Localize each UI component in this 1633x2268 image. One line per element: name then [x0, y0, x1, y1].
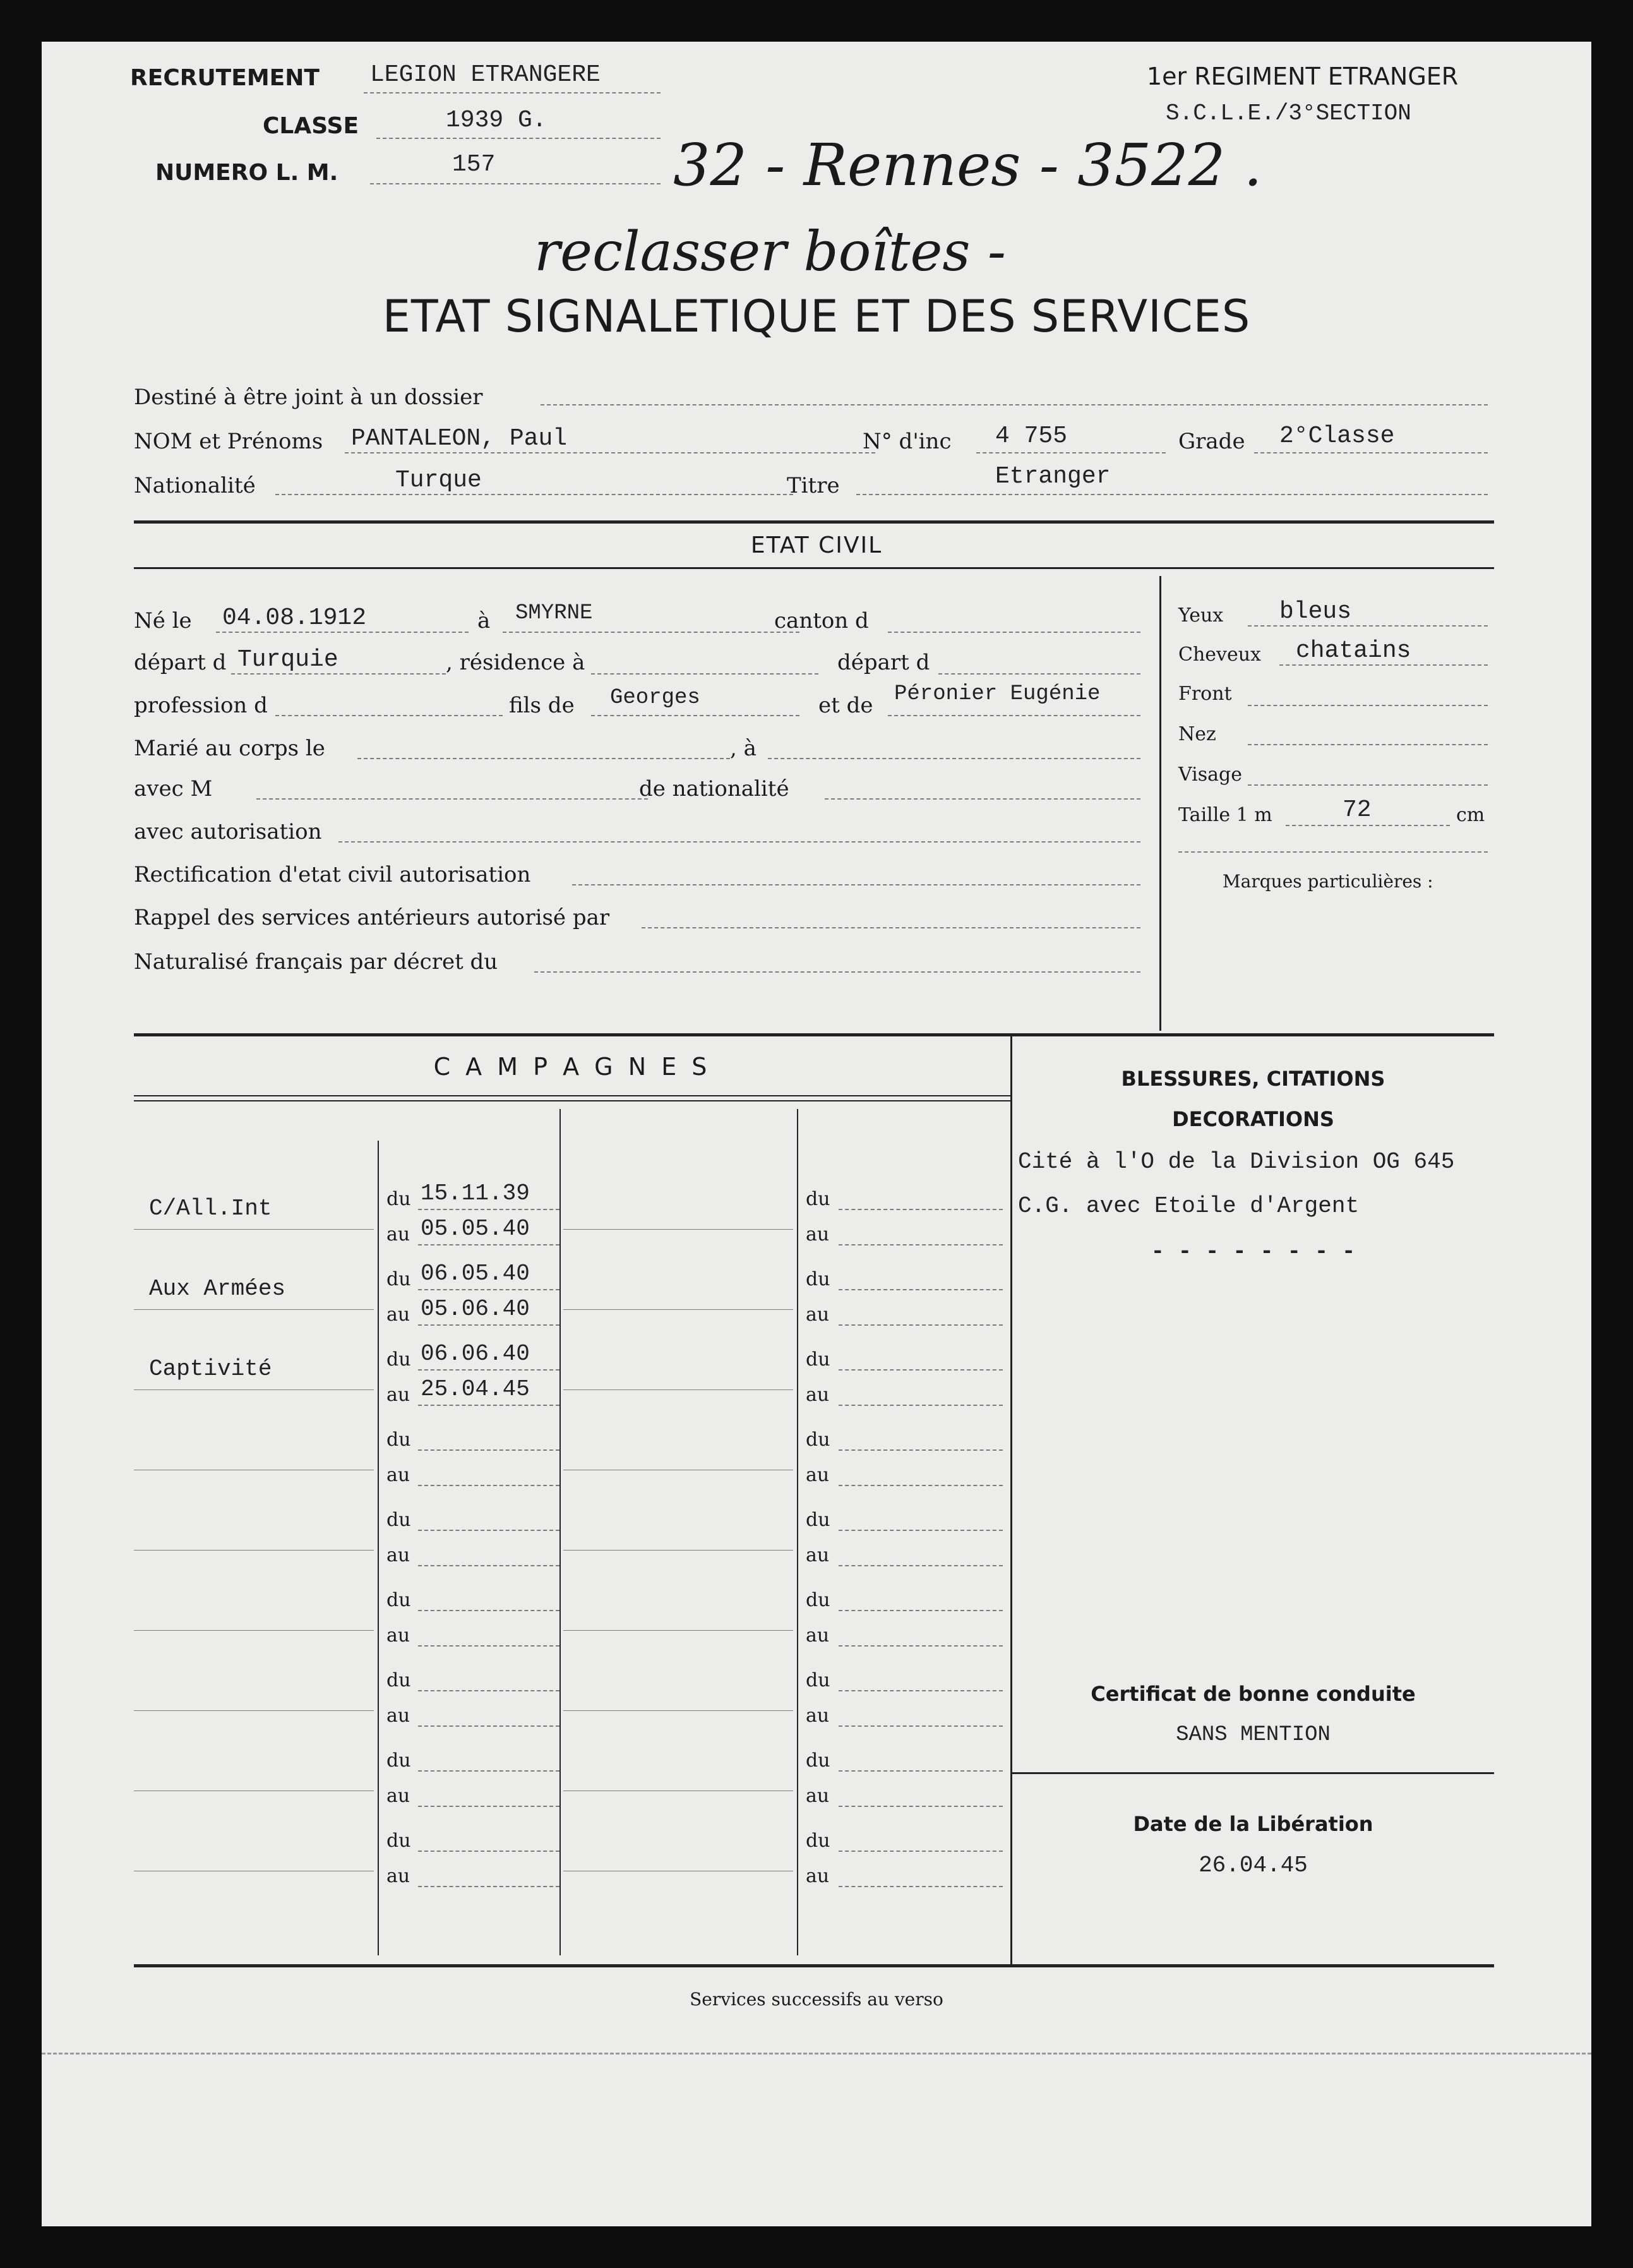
au-line — [839, 1565, 1003, 1566]
au-label: au — [386, 1544, 410, 1566]
campagne-name-line — [134, 1389, 374, 1390]
campagne-col-line — [559, 1109, 561, 1955]
au-label: au — [386, 1384, 410, 1406]
du-label: du — [806, 1589, 830, 1611]
naturalise-line — [534, 971, 1140, 973]
au-line — [839, 1725, 1003, 1727]
nez-line — [1248, 744, 1488, 745]
classe-value: 1939 G. — [446, 107, 547, 134]
au-line — [839, 1324, 1003, 1326]
taille-unit: cm — [1456, 804, 1485, 826]
du-date: 15.11.39 — [421, 1180, 530, 1206]
cheveux-label: Cheveux — [1178, 644, 1261, 666]
ne-value: 04.08.1912 — [222, 604, 367, 632]
avec-label: avec M — [134, 776, 213, 801]
au-date: 25.04.45 — [421, 1376, 530, 1402]
liberation-value: 26.04.45 — [1199, 1852, 1308, 1878]
conduite-value: SANS MENTION — [1176, 1723, 1331, 1747]
au-line — [418, 1324, 559, 1326]
residence-label: , résidence à — [446, 650, 585, 675]
grade-line — [1254, 452, 1488, 453]
du-label: du — [806, 1348, 830, 1371]
au-label: au — [386, 1304, 410, 1326]
de-nat-label: de nationalité — [639, 776, 789, 801]
campagne-mid-line — [563, 1309, 793, 1310]
rappel-line — [642, 927, 1140, 928]
du-line — [839, 1449, 1003, 1451]
citation-line: Cité à l'O de la Division OG 645 — [1018, 1149, 1455, 1175]
rule — [134, 520, 1494, 524]
mere-label: et de — [818, 693, 873, 718]
handwritten-reference: 32 - Rennes - 3522 . — [673, 131, 1262, 199]
nationalite-line — [275, 494, 793, 495]
au-label: au — [806, 1223, 830, 1245]
du-line — [839, 1770, 1003, 1772]
campagne-name-line — [134, 1630, 374, 1631]
inc-line — [976, 452, 1166, 453]
cheveux-value: chatains — [1296, 637, 1411, 664]
de-nat-line — [825, 798, 1140, 800]
du-label: du — [806, 1669, 830, 1691]
taille-value: 72 — [1343, 796, 1372, 824]
du-line — [839, 1851, 1003, 1852]
conduite-label: Certificat de bonne conduite — [1091, 1682, 1416, 1706]
campagne-mid-line — [563, 1550, 793, 1551]
du-line — [418, 1449, 559, 1451]
campagne-name-line — [134, 1710, 374, 1711]
rectification-line — [572, 884, 1140, 885]
blessures-heading: BLESSURES, CITATIONS — [1121, 1067, 1385, 1091]
page-title: ETAT SIGNALETIQUE ET DES SERVICES — [382, 291, 1251, 342]
dossier-label: Destiné à être joint à un dossier — [134, 385, 483, 410]
separator-dashes: - - - - - - - - — [1151, 1239, 1356, 1264]
numero-line — [370, 183, 661, 184]
du-line — [418, 1369, 559, 1371]
nom-value: PANTALEON, Paul — [351, 425, 568, 452]
campagne-name: C/All.Int — [149, 1196, 272, 1221]
du-label: du — [386, 1429, 411, 1451]
marie-line — [357, 758, 730, 759]
au-line — [418, 1485, 559, 1486]
depart2-line — [938, 673, 1140, 675]
rappel-label: Rappel des services antérieurs autorisé par — [134, 905, 610, 930]
nom-line — [345, 452, 875, 453]
du-line — [418, 1851, 559, 1852]
au-label: au — [806, 1544, 830, 1566]
au-line — [418, 1645, 559, 1647]
au-label: au — [806, 1624, 830, 1647]
marie-a-label: , à — [730, 736, 757, 761]
du-label: du — [386, 1589, 411, 1611]
au-label: au — [806, 1705, 830, 1727]
du-line — [839, 1610, 1003, 1611]
ne-label: Né le — [134, 608, 192, 633]
naturalise-label: Naturalisé français par décret du — [134, 949, 498, 975]
footer-note: Services successifs au verso — [690, 1989, 943, 2010]
handwritten-note: reclasser boîtes - — [534, 220, 1006, 284]
au-label: au — [386, 1624, 410, 1647]
du-label: du — [386, 1669, 411, 1691]
titre-line — [856, 494, 1488, 495]
au-line — [418, 1244, 559, 1245]
campagne-name-line — [134, 1550, 374, 1551]
au-line — [839, 1485, 1003, 1486]
du-line — [839, 1289, 1003, 1290]
au-line — [418, 1725, 559, 1727]
campagne-name: Aux Armées — [149, 1276, 286, 1302]
au-label: au — [386, 1223, 410, 1245]
dossier-line — [541, 404, 1488, 405]
rule — [134, 1100, 1010, 1101]
decorations-heading: DECORATIONS — [1172, 1107, 1334, 1131]
recrutement-value: LEGION ETRANGERE — [370, 61, 601, 88]
numero-value: 157 — [452, 151, 496, 178]
etat-civil-heading: ETAT CIVIL — [750, 532, 883, 558]
campagnes-heading: C A M P A G N E S — [433, 1053, 711, 1081]
du-label: du — [806, 1268, 830, 1290]
du-label: du — [386, 1348, 411, 1371]
marques-label: Marques particulières : — [1223, 871, 1433, 892]
section-label: S.C.L.E./3°SECTION — [1166, 100, 1411, 126]
du-line — [839, 1369, 1003, 1371]
au-line — [839, 1244, 1003, 1245]
du-label: du — [806, 1188, 830, 1210]
depart-label: départ d — [134, 650, 227, 675]
mere-line — [888, 715, 1140, 716]
nez-label: Nez — [1178, 723, 1216, 745]
visage-label: Visage — [1178, 764, 1242, 786]
ne-line — [216, 632, 469, 633]
au-label: au — [806, 1464, 830, 1486]
du-label: du — [806, 1429, 830, 1451]
residence-line — [591, 673, 818, 675]
campagne-mid-line — [563, 1630, 793, 1631]
du-label: du — [386, 1509, 411, 1531]
rule — [134, 1964, 1494, 1967]
mere-value: Péronier Eugénie — [894, 682, 1101, 706]
taille-line — [1286, 825, 1450, 826]
du-line — [418, 1289, 559, 1290]
a-label: à — [477, 608, 491, 633]
nationalite-value: Turque — [395, 467, 482, 494]
campagne-col-line — [797, 1109, 798, 1955]
fils-label: fils de — [509, 693, 575, 718]
front-label: Front — [1178, 683, 1232, 705]
au-line — [418, 1886, 559, 1887]
yeux-line — [1248, 625, 1488, 627]
fold-line — [42, 2053, 1591, 2055]
depart2-label: départ d — [837, 650, 930, 675]
classe-line — [376, 138, 661, 139]
campagne-col-line — [378, 1141, 379, 1955]
du-line — [839, 1530, 1003, 1531]
rectification-label: Rectification d'etat civil autorisation — [134, 862, 531, 887]
au-label: au — [386, 1464, 410, 1486]
du-label: du — [386, 1830, 411, 1852]
au-date: 05.05.40 — [421, 1216, 530, 1242]
au-label: au — [386, 1785, 410, 1807]
titre-value: Etranger — [995, 463, 1111, 490]
a-line — [503, 632, 799, 633]
du-label: du — [386, 1188, 411, 1210]
depart-value: Turquie — [237, 646, 338, 673]
campagne-mid-line — [563, 1389, 793, 1390]
rule — [1012, 1772, 1494, 1774]
inc-label: N° d'inc — [863, 429, 952, 454]
yeux-value: bleus — [1279, 598, 1352, 625]
decoration-line: C.G. avec Etoile d'Argent — [1018, 1193, 1360, 1219]
visage-line — [1248, 784, 1488, 786]
liberation-label: Date de la Libération — [1133, 1812, 1373, 1836]
du-line — [418, 1209, 559, 1210]
au-line — [418, 1405, 559, 1406]
signalement-line — [1178, 851, 1488, 853]
du-line — [839, 1209, 1003, 1210]
campagne-mid-line — [563, 1710, 793, 1711]
au-line — [418, 1806, 559, 1807]
du-label: du — [806, 1749, 830, 1772]
au-line — [839, 1886, 1003, 1887]
regiment-label: 1er REGIMENT ETRANGER — [1147, 63, 1459, 90]
du-date: 06.05.40 — [421, 1261, 530, 1287]
du-line — [839, 1690, 1003, 1691]
cheveux-line — [1279, 664, 1488, 666]
du-line — [418, 1690, 559, 1691]
au-label: au — [386, 1705, 410, 1727]
nationalite-label: Nationalité — [134, 473, 256, 498]
yeux-label: Yeux — [1178, 604, 1224, 627]
profession-line — [275, 715, 503, 716]
au-label: au — [806, 1865, 830, 1887]
autorisation-line — [338, 841, 1140, 843]
autorisation-label: avec autorisation — [134, 819, 322, 844]
rule — [134, 567, 1494, 569]
du-label: du — [386, 1268, 411, 1290]
du-label: du — [806, 1509, 830, 1531]
marie-label: Marié au corps le — [134, 736, 325, 761]
du-line — [418, 1530, 559, 1531]
recrutement-line — [364, 92, 661, 93]
campagne-name-line — [134, 1309, 374, 1310]
profession-label: profession d — [134, 693, 268, 718]
classe-label: CLASSE — [263, 113, 359, 139]
recrutement-label: RECRUTEMENT — [130, 65, 320, 91]
au-label: au — [806, 1384, 830, 1406]
au-line — [418, 1565, 559, 1566]
au-label: au — [806, 1785, 830, 1807]
campagne-name-line — [134, 1229, 374, 1230]
au-label: au — [806, 1304, 830, 1326]
nom-label: NOM et Prénoms — [134, 429, 323, 454]
au-line — [839, 1405, 1003, 1406]
inc-value: 4 755 — [995, 423, 1068, 450]
fils-value: Georges — [610, 686, 700, 710]
front-line — [1248, 705, 1488, 706]
au-line — [839, 1645, 1003, 1647]
du-date: 06.06.40 — [421, 1341, 530, 1367]
campagne-name: Captivité — [149, 1356, 272, 1382]
campagne-mid-line — [563, 1229, 793, 1230]
a-value: SMYRNE — [515, 601, 593, 625]
au-label: au — [386, 1865, 410, 1887]
titre-label: Titre — [787, 473, 840, 498]
avec-line — [256, 798, 648, 800]
du-label: du — [806, 1830, 830, 1852]
depart-line — [231, 673, 446, 675]
au-date: 05.06.40 — [421, 1296, 530, 1322]
rule — [134, 1033, 1494, 1036]
taille-label: Taille 1 m — [1178, 804, 1272, 826]
grade-value: 2°Classe — [1279, 423, 1395, 450]
rule — [134, 1095, 1010, 1096]
au-line — [839, 1806, 1003, 1807]
fils-line — [591, 715, 799, 716]
du-label: du — [386, 1749, 411, 1772]
grade-label: Grade — [1178, 429, 1245, 454]
du-line — [418, 1610, 559, 1611]
numero-label: NUMERO L. M. — [155, 160, 338, 186]
canton-label: canton d — [774, 608, 869, 633]
marie-a-line — [768, 758, 1140, 759]
signalement-divider — [1159, 576, 1161, 1031]
canton-line — [888, 632, 1140, 633]
du-line — [418, 1770, 559, 1772]
document-page — [42, 42, 1591, 2226]
